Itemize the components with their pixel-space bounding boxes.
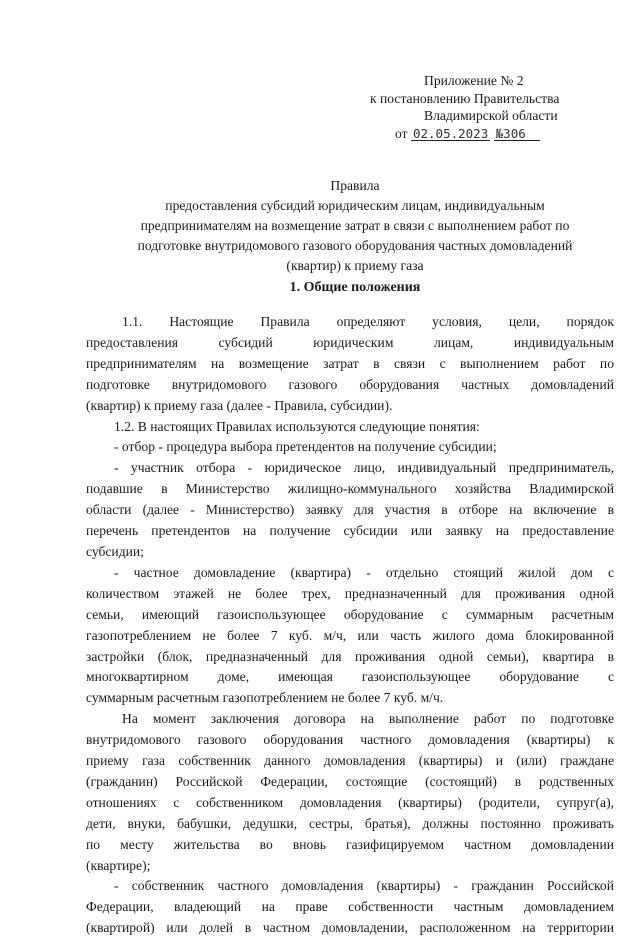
text-line: внутридомового газового оборудования частного домовладения (квартиры) к [86,732,614,748]
title-line: (квартир) к приему газа [286,258,424,273]
date-prefix: от [395,125,408,141]
title-heading: Правила [330,178,380,193]
text-line: отношениях с собственником домовладения (квартиры) (родители, супруг(а), [86,794,614,810]
title-line: подготовке внутридомового газового оборудования частных домовладений [137,238,573,253]
text-line: суммарным расчетным газопотреблением не более 7 куб. м/ч. [86,690,444,706]
text-line: перечень претендентов на получение субсидии или заявку на предоставление [86,523,614,539]
text-line: подготовке внутридомового газового оборудования частных домовладений [86,376,614,392]
text-line: 1.2. В настоящих Правилах используются следующие понятия: [114,418,480,434]
text-line: (квартирой) или долей в частном домовладении, расположенном на территории [86,920,614,936]
text-line: предпринимателям на возмещение затрат в связи с выполнением работ по [86,355,614,371]
text-line: газопотреблением не более 7 куб. м/ч, или часть жилого дома блокированной [86,627,614,643]
text-line: предоставления субсидий юридическим лицам, индивидуальным [86,334,614,350]
text-line: На момент заключения договора на выполнение работ по подготовке [122,711,614,727]
text-line: (квартир) к приему газа (далее - Правила, субсидии). [86,397,393,413]
text-line: субсидии; [86,543,144,559]
text-line: многоквартирном доме, имеющая газоиспользующее оборудование с [86,669,614,685]
text-line: (квартире); [86,857,151,873]
text-line: (гражданин) Российской Федерации, состоящие (состоящий) в родственных [86,773,614,789]
appendix-resolution: к постановлению Правительства [370,90,560,106]
text-line: семьи, имеющий газоиспользующее оборудование с суммарным расчетным [86,606,614,622]
text-line: 1.1. Настоящие Правила определяют условия, цели, порядок [122,314,614,329]
document-body [86,312,614,939]
text-line: подавшие в Министерство жилищно-коммунального хозяйства Владимирской [86,481,614,497]
text-line: Федерации, владеющий на праве собственности частным домовладением [86,899,614,915]
appendix-region: Владимирской области [424,108,558,123]
text-line: застройки (блок, предназначенный для проживания одной семьи), квартира в [86,648,614,664]
text-line: - собственник частного домовладения (квартиры) - гражданин Российской [114,878,614,894]
title-line: предоставления субсидий юридическим лицам, индивидуальным [165,198,545,213]
resolution-number: №306 [494,127,540,141]
rules-title [110,176,600,276]
appendix-block [370,72,610,142]
title-line: предпринимателям на возмещение затрат в связи с выполнением работ по [140,218,570,233]
text-line: дети, внуки, бабушки, дедушки, сестры, братья), должны постоянно проживать [86,815,614,831]
date-value: 02.05.2023 [412,125,489,141]
appendix-date-line [370,125,610,143]
text-line: приему газа собственник данного домовладения (квартиры) и (или) граждане [86,753,614,769]
text-line: области (далее - Министерство) заявку для участия в отборе на включение в [86,502,614,518]
text-line: - отбор - процедура выбора претендентов на получение субсидии; [114,439,497,455]
text-line: - частное домовладение (квартира) - отдельно стоящий жилой дом с [114,564,614,580]
text-line: - участник отбора - юридическое лицо, индивидуальный предприниматель, [114,460,614,476]
text-line: количеством этажей не более трех, предназначенный для проживания одной [86,585,614,601]
section-heading: 1. Общие положения [289,280,421,295]
text-line: по месту жительства во вновь газифицируемом частном домовладении [86,836,614,852]
appendix-number: Приложение № 2 [424,73,524,88]
